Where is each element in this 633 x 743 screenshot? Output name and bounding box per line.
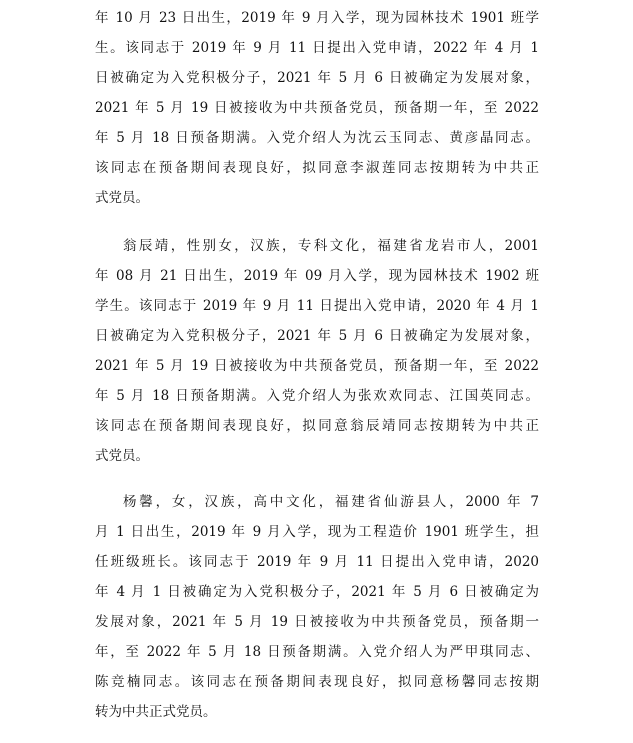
paragraph-3-line: 年，至 2022 年 5 月 18 日预备期满。入党介绍人为严甲琪同志、 <box>95 644 539 660</box>
paragraph-2-line: 学生。该同志于 2019 年 9 月 11 日提出入党申请，2020 年 4 月 1 <box>95 298 539 314</box>
document-body <box>95 8 539 738</box>
paragraph-1-line: 日被确定为入党积极分子，2021 年 5 月 6 日被确定为发展对象， <box>95 70 539 86</box>
paragraph-3-line: 杨馨，女，汉族，高中文化，福建省仙游县人，2000 年 7 <box>123 494 539 510</box>
paragraph-2-line: 翁辰靖，性别女，汉族，专科文化，福建省龙岩市人，2001 <box>123 238 539 254</box>
paragraph-1-line: 2021 年 5 月 19 日被接收为中共预备党员，预备期一年，至 2022 <box>95 100 539 116</box>
paragraph-2-line: 年 5 月 18 日预备期满。入党介绍人为张欢欢同志、江国英同志。 <box>95 388 539 404</box>
paragraph-1-line: 式党员。 <box>95 190 149 206</box>
paragraph-2-line: 日被确定为入党积极分子，2021 年 5 月 6 日被确定为发展对象， <box>95 328 539 344</box>
paragraph-2-line: 年 08 月 21 日出生，2019 年 09 月入学，现为园林技术 1902 班 <box>95 268 539 284</box>
paragraph-2-line: 2021 年 5 月 19 日被接收为中共预备党员，预备期一年，至 2022 <box>95 358 539 374</box>
paragraph-1-line: 年 5 月 18 日预备期满。入党介绍人为沈云玉同志、黄彦晶同志。 <box>95 130 539 146</box>
paragraph-3-line: 月 1 日出生，2019 年 9 月入学，现为工程造价 1901 班学生，担 <box>95 524 539 540</box>
paragraph-3-line: 年 4 月 1 日被确定为入党积极分子，2021 年 5 月 6 日被确定为 <box>95 584 539 600</box>
paragraph-1-line: 生。该同志于 2019 年 9 月 11 日提出入党申请，2022 年 4 月 1 <box>95 40 539 56</box>
paragraph-2-line: 该同志在预备期间表现良好，拟同意翁辰靖同志按期转为中共正 <box>95 418 539 434</box>
paragraph-1-line: 年 10 月 23 日出生，2019 年 9 月入学，现为园林技术 1901 班学 <box>95 10 539 26</box>
paragraph-3-line: 转为中共正式党员。 <box>95 704 217 720</box>
paragraph-3-line: 陈竞楠同志。该同志在预备期间表现良好，拟同意杨馨同志按期 <box>95 674 539 690</box>
paragraph-3-line: 任班级班长。该同志于 2019 年 9 月 11 日提出入党申请，2020 <box>95 554 539 570</box>
paragraph-1-line: 该同志在预备期间表现良好，拟同意李淑莲同志按期转为中共正 <box>95 160 539 176</box>
paragraph-2-line: 式党员。 <box>95 448 149 464</box>
paragraph-3-line: 发展对象，2021 年 5 月 19 日被接收为中共预备党员，预备期一 <box>95 614 539 630</box>
